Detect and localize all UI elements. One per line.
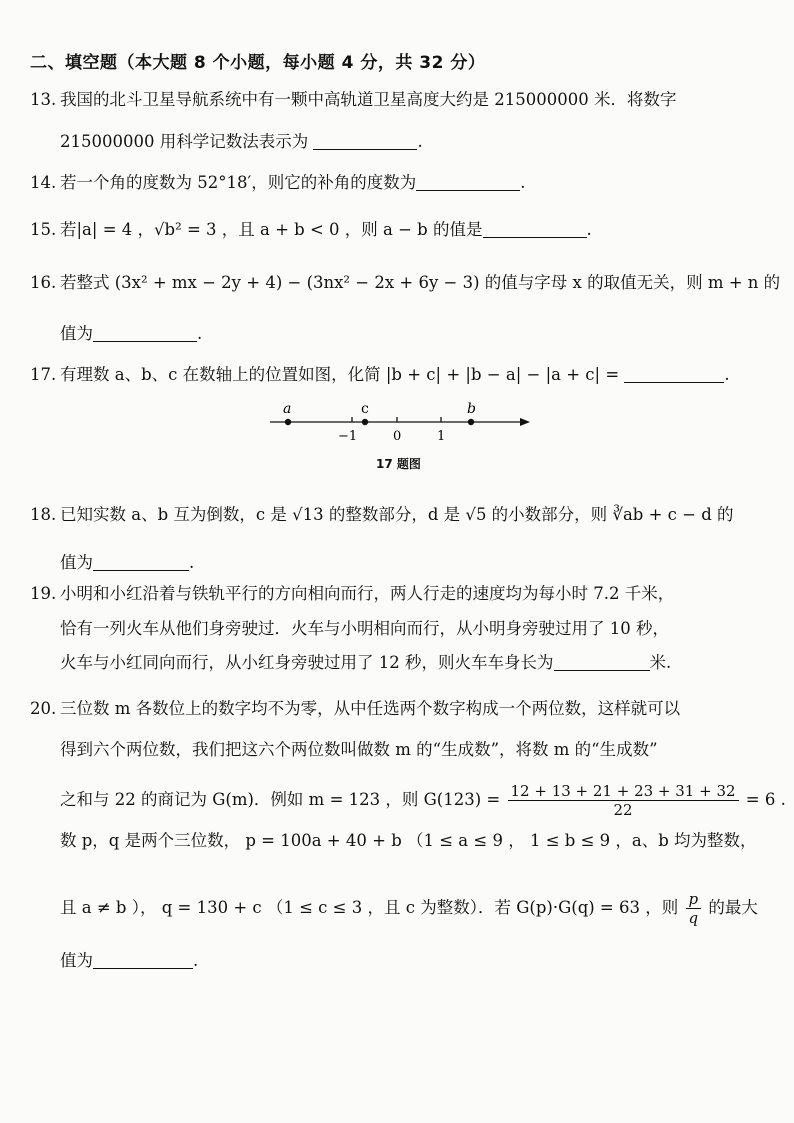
question-17 — [30, 364, 730, 386]
question-13-answer-blank[interactable] — [313, 133, 417, 150]
label-b: b — [467, 401, 476, 417]
question-16-text-1: 若整式 (3x² + mx − 2y + 4) − (3nx² − 2x + 6y − 3) 的值与字母 x 的取值无关，则 m + n 的 — [60, 273, 781, 292]
question-16-line-2 — [60, 323, 202, 345]
figure-17-caption: 17 题图 — [376, 457, 421, 471]
point-a — [285, 419, 291, 425]
question-15 — [30, 219, 592, 241]
label-a: a — [283, 401, 292, 417]
question-19-line-3 — [60, 652, 671, 674]
question-18-period: . — [189, 553, 195, 572]
question-20-text-6: 值为 — [60, 951, 93, 970]
question-13-line-2 — [60, 131, 423, 153]
question-20-text-3a: 之和与 22 的商记为 G(m)．例如 m = 123 ，则 G(123) = — [60, 790, 501, 809]
question-18-answer-blank[interactable] — [93, 554, 189, 571]
question-19-answer-blank[interactable] — [554, 654, 650, 671]
question-18-line-2 — [60, 552, 194, 574]
question-14 — [30, 172, 525, 194]
question-13-text-1: 我国的北斗卫星导航系统中有一颗中高轨道卫星高度大约是 215000000 米．将数字 — [60, 90, 677, 109]
question-20-text-1: 三位数 m 各数位上的数字均不为零，从中任选两个数字构成一个两位数，这样就可以 — [60, 699, 681, 718]
question-19-unit: 米. — [649, 653, 672, 672]
question-14-text: 若一个角的度数为 52°18′，则它的补角的度数为 — [60, 173, 417, 192]
question-19-text-3: 火车与小红同向而行，从小红身旁驶过用了 12 秒，则火车车身长为 — [60, 653, 554, 672]
question-15-text-a: 若 — [60, 220, 77, 239]
question-16-text-2: 值为 — [60, 324, 93, 343]
question-15-period: . — [586, 220, 592, 239]
question-17-text: 有理数 a、b、c 在数轴上的位置如图，化简 |b + c| + |b − a| − |a + c| = — [60, 365, 620, 384]
tick-label-minus-1: −1 — [338, 429, 358, 444]
question-16-period: . — [197, 324, 203, 343]
g123-numerator: 12 + 13 + 21 + 23 + 31 + 32 — [508, 782, 739, 801]
label-c: c — [361, 401, 369, 417]
question-13-text-2: 215000000 用科学记数法表示为 — [60, 132, 309, 151]
question-14-number: 14. — [30, 173, 57, 192]
question-15-number: 15. — [30, 220, 57, 239]
section-title: 二、填空题（本大题 8 个小题，每小题 4 分，共 32 分） — [30, 53, 486, 73]
question-16-number: 16. — [30, 273, 57, 292]
question-20-text-5b: 的最大 — [708, 898, 758, 917]
question-20-line-2 — [60, 739, 658, 761]
question-20-line-6 — [60, 950, 198, 972]
question-15-text-c: √b² = 3 ，且 a + b < 0 ，则 a − b 的值是 — [154, 220, 483, 239]
q-denominator: q — [688, 909, 699, 927]
question-15-answer-blank[interactable] — [483, 221, 587, 238]
question-20-line-1 — [30, 698, 680, 720]
question-20-period: . — [193, 951, 199, 970]
question-13-number: 13. — [30, 90, 57, 109]
question-13-period: . — [417, 132, 423, 151]
question-20-text-4: 数 p，q 是两个三位数， p = 100a + 40 + b （1 ≤ a ≤ 9 ， 1 ≤ b ≤ 9 ，a、b 均为整数， — [60, 831, 757, 850]
question-18-number: 18. — [30, 505, 57, 524]
tick-label-0: 0 — [393, 429, 402, 444]
question-20-text-3b: = 6 . — [745, 790, 786, 809]
question-20-line-3 — [60, 782, 786, 819]
g123-fraction — [508, 782, 739, 819]
g123-denominator: 22 — [613, 801, 633, 819]
question-13-line-1 — [30, 89, 676, 111]
question-19-number: 19. — [30, 584, 57, 603]
number-line-arrow-icon — [520, 418, 530, 426]
question-17-answer-blank[interactable] — [624, 366, 724, 383]
number-line-figure — [268, 398, 534, 448]
point-b — [468, 419, 474, 425]
question-16-answer-blank[interactable] — [93, 325, 197, 342]
question-20-number: 20. — [30, 699, 57, 718]
question-19-text-1: 小明和小红沿着与铁轨平行的方向相向而行，两人行走的速度均为每小时 7.2 千米， — [60, 584, 675, 603]
question-17-period: . — [724, 365, 730, 384]
question-15-text-b: |a| = 4 ， — [76, 220, 155, 239]
tick-label-1: 1 — [437, 429, 446, 444]
question-18-text-1: 已知实数 a、b 互为倒数，c 是 √13 的整数部分，d 是 √5 的小数部分，则 ∛ab + c − d 的 — [60, 505, 734, 524]
point-c — [362, 419, 368, 425]
question-20-answer-blank[interactable] — [93, 952, 193, 969]
question-20-line-5 — [60, 890, 758, 927]
question-20-text-5a: 且 a ≠ b ）， q = 130 + c （1 ≤ c ≤ 3 ，且 c 为整数）．若 G(p)·G(q) = 63 ，则 — [60, 898, 679, 917]
question-19-text-2: 恰有一列火车从他们身旁驶过．火车与小明相向而行，从小明身旁驶过用了 10 秒， — [60, 619, 669, 638]
question-19-line-1 — [30, 583, 674, 605]
question-16-line-1 — [30, 272, 780, 294]
question-14-answer-blank[interactable] — [416, 174, 520, 191]
question-20-text-2: 得到六个两位数，我们把这六个两位数叫做数 m 的“生成数”，将数 m 的“生成数” — [60, 740, 658, 759]
p-over-q-fraction — [686, 890, 702, 927]
question-18-text-2: 值为 — [60, 553, 93, 572]
question-20-line-4 — [60, 830, 757, 852]
question-17-number: 17. — [30, 365, 57, 384]
question-14-period: . — [520, 173, 526, 192]
question-19-line-2 — [60, 618, 669, 640]
question-18-line-1 — [30, 504, 734, 526]
p-numerator: p — [686, 890, 702, 909]
